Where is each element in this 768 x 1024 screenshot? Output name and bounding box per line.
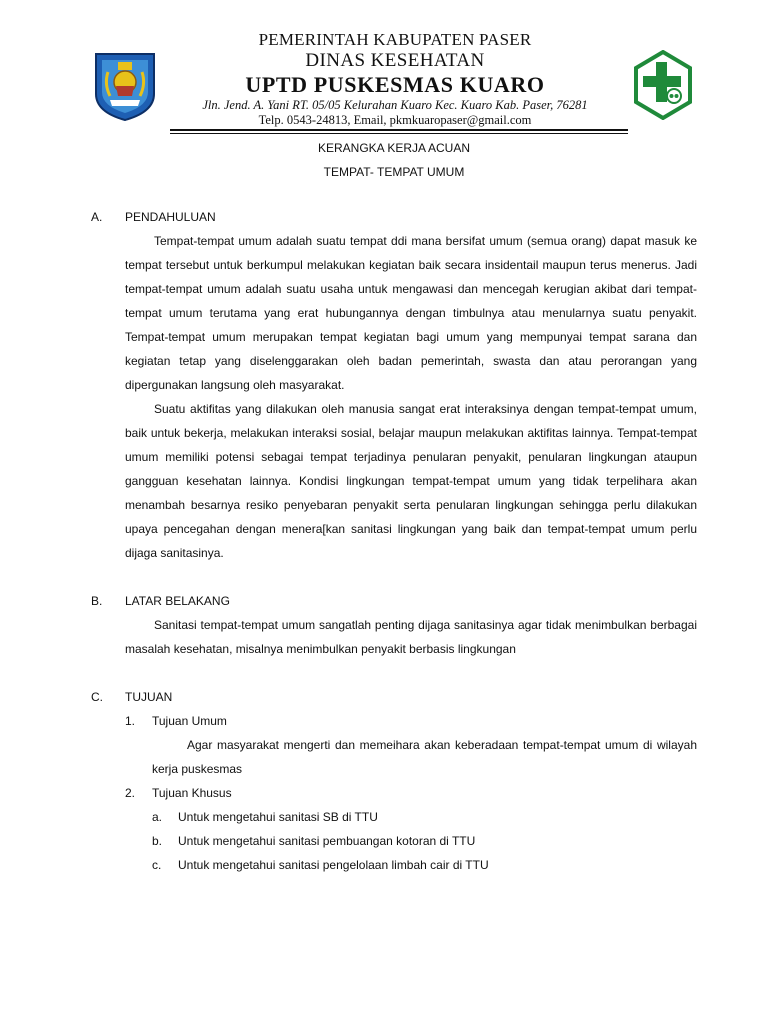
section-b-heading [91, 589, 697, 613]
letterhead-department: DINAS KESEHATAN [305, 50, 485, 71]
list-number: 1. [125, 714, 136, 728]
document-title: KERANGKA KERJA ACUAN [317, 141, 471, 155]
list-item-text: Untuk mengetahui sanitasi pembuangan kotoran di TTU [178, 834, 476, 848]
letterhead [160, 30, 630, 128]
letterhead-institution: UPTD PUSKESMAS KUARO [245, 72, 545, 97]
objective-specific-item [152, 805, 697, 829]
list-letter: c. [152, 858, 162, 872]
list-letter: a. [152, 810, 163, 824]
letterhead-rule-thin [170, 133, 628, 134]
section-title: LATAR BELAKANG [125, 594, 230, 608]
list-item-text: Untuk mengetahui sanitasi SB di TTU [178, 810, 378, 824]
section-letter: C. [91, 690, 103, 704]
list-label: Tujuan Khusus [152, 786, 232, 800]
section-a-heading [91, 205, 697, 229]
objective-specific-heading [125, 781, 697, 805]
letterhead-government: PEMERINTAH KABUPATEN PASER [258, 30, 532, 49]
letterhead-rule-thick [170, 129, 628, 131]
section-letter: A. [91, 210, 103, 224]
document-body [91, 205, 697, 877]
section-c-heading [91, 685, 697, 709]
objective-general-text: Agar masyarakat mengerti dan memeihara akan keberadaan tempat-tempat umum di wilayah kerja puskesmas [152, 738, 697, 776]
list-letter: b. [152, 834, 163, 848]
objective-specific-item [152, 853, 697, 877]
document-subtitle: TEMPAT- TEMPAT UMUM [323, 165, 465, 179]
spacer [91, 661, 697, 685]
section-title: PENDAHULUAN [125, 210, 216, 224]
section-a-paragraph-1: Tempat-tempat umum adalah suatu tempat ddi mana bersifat umum (semua orang) dapat masuk ke tempat tersebut untuk berkumpul melakukan kegiatan baik secara insidentail maupun terus menerus. Jadi tempat-tempat umum adalah suatu usaha untuk mengawasi dan mencegah kerugian akibat dari tempat-tempat umum terutama yang erat hubungannya dengan timbulnya atau menularnya suatu penyakit. Tempat-tempat umum merupakan tempat kegiatan bagi umum yang mempunyai tempat sarana dan kegiatan tetap yang diselenggarakan oleh badan pemerintah, swasta dan atau perorangan yang dipergunakan langsung oleh masyarakat. [125, 234, 697, 392]
section-letter: B. [91, 594, 103, 608]
list-label: Tujuan Umum [152, 714, 227, 728]
objective-specific-item [152, 829, 697, 853]
puskesmas-logo-icon [632, 50, 694, 120]
letterhead-address: Jln. Jend. A. Yani RT. 05/05 Kelurahan Kuaro Kec. Kuaro Kab. Paser, 76281 [202, 98, 588, 112]
section-a-paragraph-2: Suatu aktifitas yang dilakukan oleh manusia sangat erat interaksinya dengan tempat-tempat umum, baik untuk bekerja, melakukan interaksi sosial, belajar maupun melakukan aktifitas lainnya. Tempat-tempat umum memiliki potensi sebagai tempat terjadinya penularan penyakit, penularan lingkungan ataupun gangguan kesehatan lainnya. Kondisi lingkungan tempat-tempat umum yang tidak terpelihara akan menambah besarnya resiko penyebaran penyakit serta penularan lingkungan sehingga perlu dilakukan upaya pencegahan dengan menera[kan sanitasi lingkungan yang baik dan tempat-tempat umum perlu dijaga sanitasinya. [125, 402, 697, 560]
section-b-paragraph: Sanitasi tempat-tempat umum sangatlah penting dijaga sanitasinya agar tidak menimbulkan berbagai masalah kesehatan, misalnya menimbulkan penyakit berbasis lingkungan [125, 618, 697, 656]
kabupaten-paser-emblem-icon [88, 50, 162, 122]
list-item-text: Untuk mengetahui sanitasi pengelolaan limbah cair di TTU [178, 858, 489, 872]
list-number: 2. [125, 786, 136, 800]
section-title: TUJUAN [125, 690, 173, 704]
spacer [91, 565, 697, 589]
letterhead-contact: Telp. 0543-24813, Email, pkmkuaropaser@gmail.com [258, 113, 532, 127]
objective-general-heading [125, 709, 697, 733]
